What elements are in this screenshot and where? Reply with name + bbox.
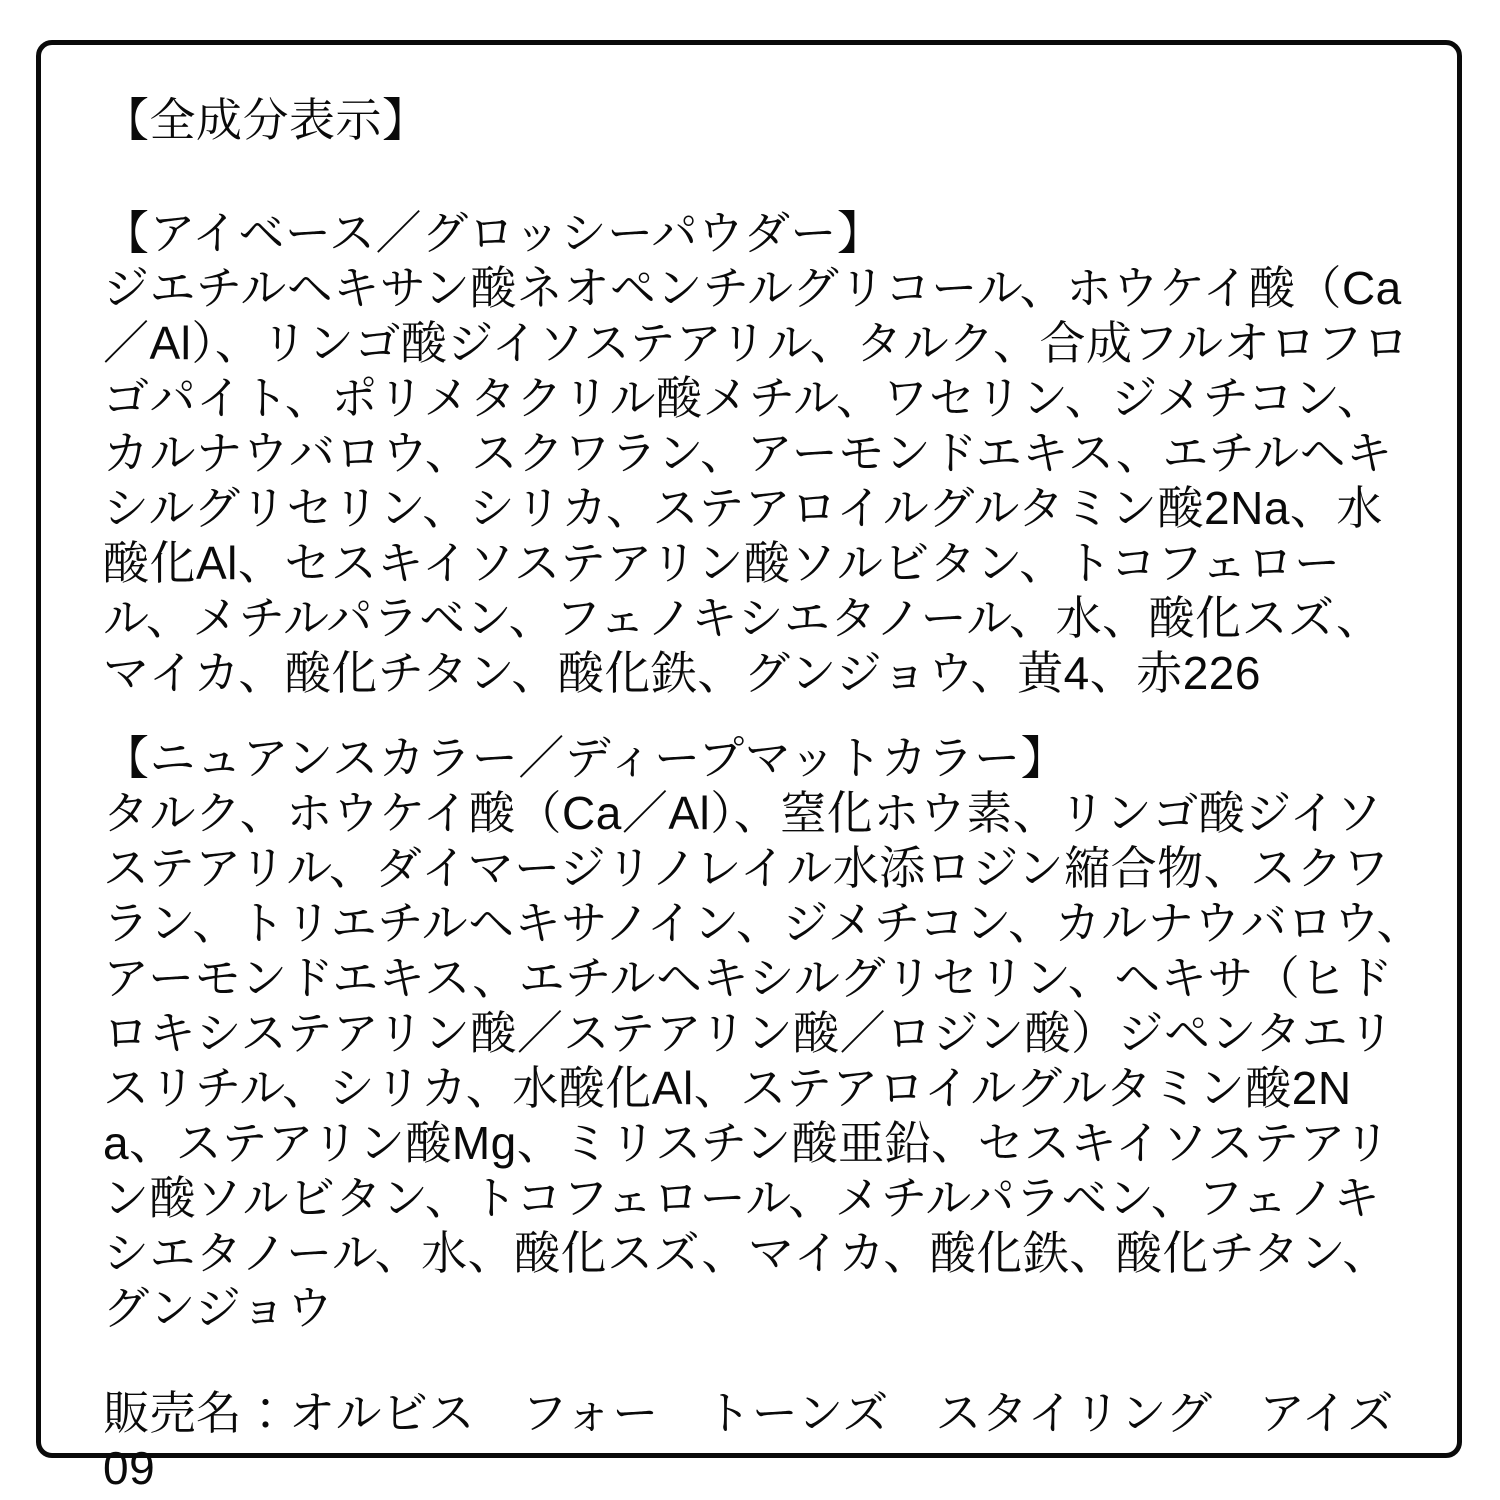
ingredients-list-eye-base-glossy-powder: ジエチルヘキサン酸ネオペンチルグリコール、ホウケイ酸（Ca／Al）、リンゴ酸ジイソステアリル、タルク、合成フルオロフロゴパイト、ポリメタクリル酸メチル、ワセリン、ジメチコン、カルナウバロウ、スクワラン、アーモンドエキス、エチルヘキシルグリセリン、シリカ、ステアロイルグルタミン酸2Na、水酸化Al、セスキイソステアリン酸ソルビタン、トコフェロール、メチルパラベン、フェノキシエタノール、水、酸化スズ、マイカ、酸化チタン、酸化鉄、グンジョウ、黄4、赤226 xyxy=(103,262,1410,699)
section-heading-eye-base-glossy-powder: 【アイベース／グロッシーパウダー】 xyxy=(103,207,884,259)
ingredient-label-card xyxy=(36,40,1462,1494)
section-heading-nuance-color-deep-matte-color: 【ニュアンスカラー／ディープマットカラー】 xyxy=(103,732,1068,784)
section-eye-base-glossy-powder xyxy=(103,206,1423,701)
ingredients-list-nuance-color-deep-matte-color: タルク、ホウケイ酸（Ca／Al）、窒化ホウ素、リンゴ酸ジイソステアリル、ダイマージリノレイル水添ロジン縮合物、スクワラン、トリエチルヘキサノイン、ジメチコン、カルナウバロウ、アーモンドエキス、エチルヘキシルグリセリン、ヘキサ（ヒドロキシステアリン酸／ステアリン酸／ロジン酸）ジペンタエリスリチル、シリカ、水酸化Al、ステアロイルグルタミン酸2Na、ステアリン酸Mg、ミリスチン酸亜鉛、セスキイソステアリン酸ソルビタン、トコフェロール、メチルパラベン、フェノキシエタノール、水、酸化スズ、マイカ、酸化鉄、酸化チタン、グンジョウ xyxy=(103,787,1423,1334)
product-code: 09 xyxy=(103,1442,156,1494)
full-ingredients-title: 【全成分表示】 xyxy=(103,94,429,146)
product-name-block xyxy=(103,1386,1423,1496)
product-sales-name: 販売名：オルビス フォー トーンズ スタイリング アイズ xyxy=(103,1387,1394,1439)
section-nuance-color-deep-matte-color xyxy=(103,731,1423,1336)
